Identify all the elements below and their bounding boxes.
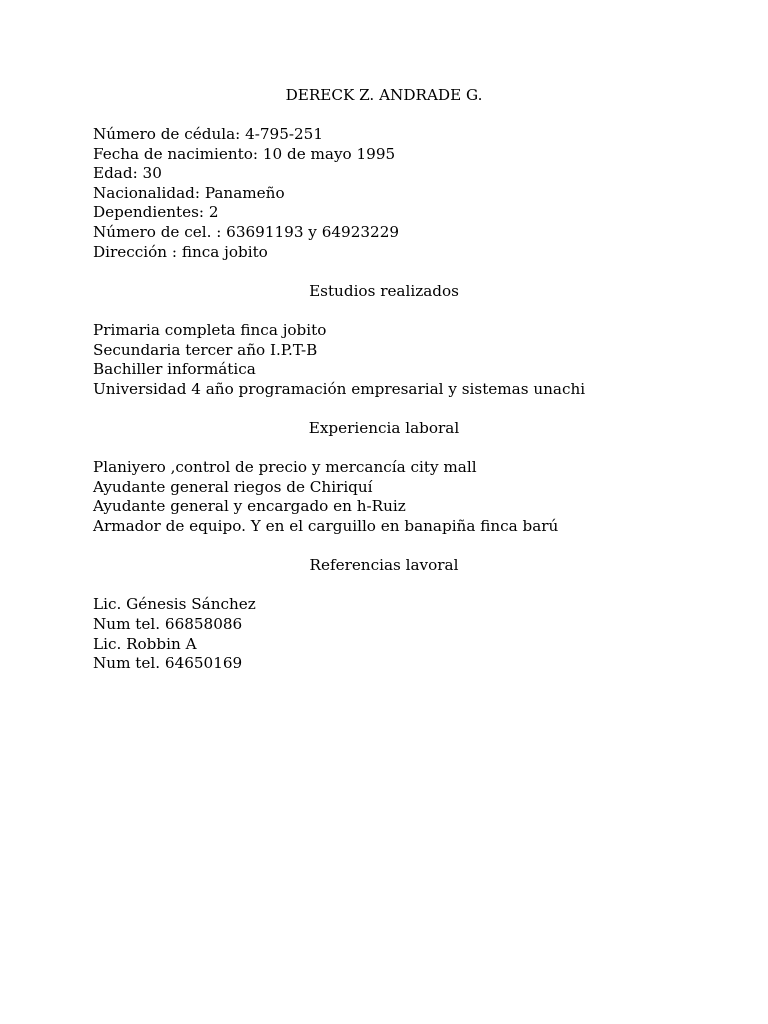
studies-item: Universidad 4 año programación empresarial y sistemas unachi (93, 379, 586, 398)
references-heading: Referencias lavoral (309, 556, 459, 575)
personal-info-id: Número de cédula: 4-795-251 (93, 125, 323, 143)
personal-info-birthdate: Fecha de nacimiento: 10 de mayo 1995 (93, 144, 396, 163)
studies-heading: Estudios realizados (309, 281, 459, 300)
page-title: DERECK Z. ANDRADE G. (285, 86, 483, 104)
personal-info-age: Edad: 30 (93, 164, 162, 183)
personal-info-dependents: Dependientes: 2 (93, 203, 219, 222)
reference-item: Num tel. 64650169 (93, 654, 243, 673)
personal-info-nationality: Nacionalidad: Panameño (93, 183, 285, 202)
document-page (93, 0, 675, 1024)
experience-item: Ayudante general y encargado en h-Ruiz (93, 497, 406, 516)
personal-info-phone: Número de cel. : 63691193 y 64923229 (93, 223, 400, 241)
experience-item: Armador de equipo. Y en el carguillo en banapiña finca barú (93, 517, 559, 535)
studies-item: Secundaria tercer año I.P.T-B (93, 340, 318, 359)
reference-item: Lic. Robbin A (93, 634, 197, 653)
reference-item: Lic. Génesis Sánchez (93, 595, 256, 614)
studies-item: Primaria completa finca jobito (93, 321, 327, 339)
experience-item: Planiyero ,control de precio y mercancía city mall (93, 458, 477, 477)
personal-info-address: Dirección : finca jobito (93, 242, 268, 261)
studies-item: Bachiller informática (93, 360, 256, 379)
experience-item: Ayudante general riegos de Chiriquí (93, 477, 373, 496)
reference-item: Num tel. 66858086 (93, 615, 243, 633)
experience-heading: Experiencia laboral (308, 419, 460, 437)
